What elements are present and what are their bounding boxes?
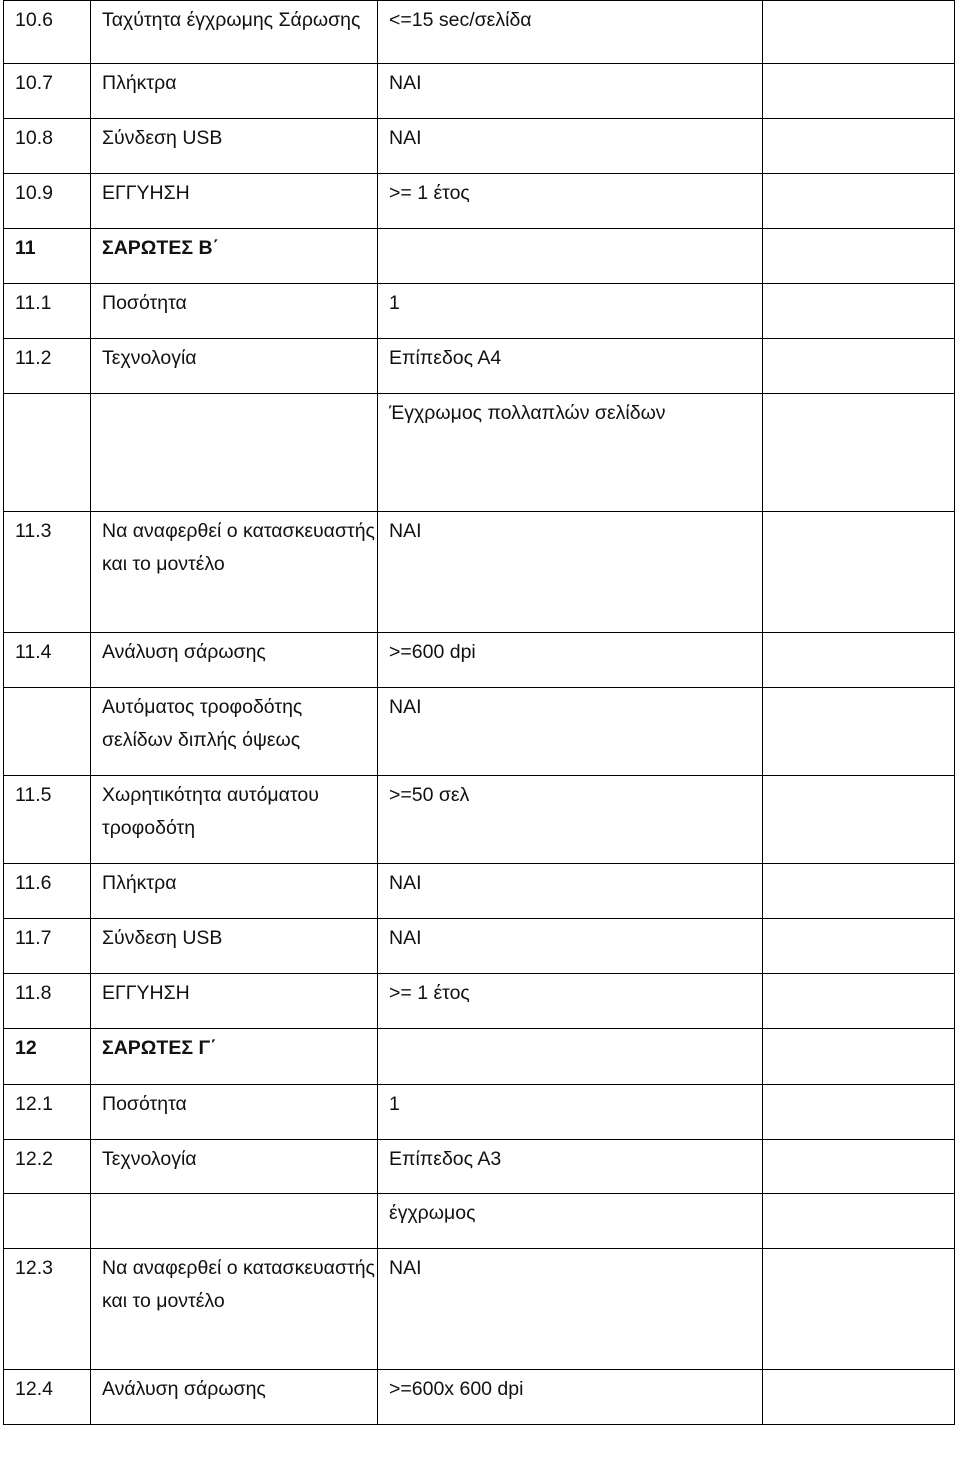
- item-number: 11.8: [4, 974, 91, 1029]
- item-response: [763, 394, 955, 512]
- section-number: 11: [4, 229, 91, 284]
- table-row: [4, 512, 955, 633]
- table-row: [4, 394, 955, 512]
- item-number: 10.6: [4, 1, 91, 64]
- item-description: Χωρητικότητα αυτόματου τροφοδότη: [91, 776, 378, 864]
- item-response: [763, 339, 955, 394]
- item-response: [763, 1249, 955, 1370]
- item-number: 11.6: [4, 864, 91, 919]
- specifications-table: [3, 0, 955, 1425]
- table-row: [4, 1140, 955, 1194]
- item-response: [763, 64, 955, 119]
- item-response: [763, 1370, 955, 1425]
- item-description: [91, 394, 378, 512]
- table-row: [4, 974, 955, 1029]
- table-row: [4, 1370, 955, 1425]
- table-row: [4, 64, 955, 119]
- table-row: [4, 1249, 955, 1370]
- item-requirement: ΝΑΙ: [378, 1249, 763, 1370]
- table-row: [4, 284, 955, 339]
- item-requirement: <=15 sec/σελίδα: [378, 1, 763, 64]
- item-description: Τεχνολογία: [91, 339, 378, 394]
- item-number: [4, 688, 91, 776]
- item-description: Να αναφερθεί ο κατασκευαστής και το μοντέλο: [91, 1249, 378, 1370]
- table-row: [4, 1194, 955, 1249]
- item-description: ΕΓΓΥΗΣΗ: [91, 974, 378, 1029]
- item-number: 12.2: [4, 1140, 91, 1194]
- item-description: Πλήκτρα: [91, 64, 378, 119]
- item-description: Πλήκτρα: [91, 864, 378, 919]
- item-number: 11.5: [4, 776, 91, 864]
- item-requirement: Έγχρωμος πολλαπλών σελίδων: [378, 394, 763, 512]
- item-requirement: έγχρωμος: [378, 1194, 763, 1249]
- specifications-table-body: [4, 1, 955, 1425]
- item-requirement: 1: [378, 284, 763, 339]
- item-requirement: >=50 σελ: [378, 776, 763, 864]
- item-number: 12.4: [4, 1370, 91, 1425]
- item-response: [763, 1194, 955, 1249]
- item-response: [763, 174, 955, 229]
- item-description: Ανάλυση σάρωσης: [91, 633, 378, 688]
- item-response: [763, 1, 955, 64]
- item-requirement: 1: [378, 1085, 763, 1140]
- section-title: ΣΑΡΩΤΕΣ Γ΄: [91, 1029, 378, 1085]
- item-response: [763, 284, 955, 339]
- item-requirement: Επίπεδος Α4: [378, 339, 763, 394]
- item-number: 12.1: [4, 1085, 91, 1140]
- item-description: Τεχνολογία: [91, 1140, 378, 1194]
- item-number: 11.1: [4, 284, 91, 339]
- item-number: 11.3: [4, 512, 91, 633]
- table-row: [4, 1, 955, 64]
- item-requirement: Επίπεδος Α3: [378, 1140, 763, 1194]
- item-response: [763, 688, 955, 776]
- item-description: Σύνδεση USB: [91, 919, 378, 974]
- item-number: 11.7: [4, 919, 91, 974]
- item-response: [763, 1140, 955, 1194]
- item-description: Να αναφερθεί ο κατασκευαστής και το μοντέλο: [91, 512, 378, 633]
- table-row: [4, 688, 955, 776]
- item-requirement: >= 1 έτος: [378, 174, 763, 229]
- section-title: ΣΑΡΩΤΕΣ Β΄: [91, 229, 378, 284]
- item-description: Ποσότητα: [91, 1085, 378, 1140]
- item-number: 12.3: [4, 1249, 91, 1370]
- item-response: [763, 512, 955, 633]
- item-description: Ταχύτητα έγχρωμης Σάρωσης: [91, 1, 378, 64]
- item-number: 11.2: [4, 339, 91, 394]
- item-requirement: ΝΑΙ: [378, 64, 763, 119]
- table-row: [4, 119, 955, 174]
- table-row: [4, 1085, 955, 1140]
- item-response: [763, 974, 955, 1029]
- item-requirement: [378, 1029, 763, 1085]
- table-row: [4, 919, 955, 974]
- item-requirement: ΝΑΙ: [378, 119, 763, 174]
- item-number: 11.4: [4, 633, 91, 688]
- item-description: ΕΓΓΥΗΣΗ: [91, 174, 378, 229]
- item-requirement: ΝΑΙ: [378, 512, 763, 633]
- item-description: Αυτόματος τροφοδότης σελίδων διπλής όψεως: [91, 688, 378, 776]
- table-row: [4, 633, 955, 688]
- item-description: [91, 1194, 378, 1249]
- table-row: [4, 339, 955, 394]
- item-response: [763, 1029, 955, 1085]
- item-description: Ανάλυση σάρωσης: [91, 1370, 378, 1425]
- section-number: 12: [4, 1029, 91, 1085]
- item-description: Ποσότητα: [91, 284, 378, 339]
- table-row: [4, 864, 955, 919]
- item-response: [763, 633, 955, 688]
- section-header-row: [4, 229, 955, 284]
- item-response: [763, 864, 955, 919]
- item-requirement: ΝΑΙ: [378, 688, 763, 776]
- item-number: 10.8: [4, 119, 91, 174]
- item-requirement: >=600x 600 dpi: [378, 1370, 763, 1425]
- item-description: Σύνδεση USB: [91, 119, 378, 174]
- item-response: [763, 1085, 955, 1140]
- item-requirement: [378, 229, 763, 284]
- section-header-row: [4, 1029, 955, 1085]
- item-response: [763, 119, 955, 174]
- item-requirement: >= 1 έτος: [378, 974, 763, 1029]
- item-response: [763, 776, 955, 864]
- item-number: 10.7: [4, 64, 91, 119]
- item-requirement: ΝΑΙ: [378, 864, 763, 919]
- table-row: [4, 174, 955, 229]
- item-number: [4, 1194, 91, 1249]
- table-row: [4, 776, 955, 864]
- item-number: [4, 394, 91, 512]
- item-number: 10.9: [4, 174, 91, 229]
- item-response: [763, 229, 955, 284]
- item-requirement: ΝΑΙ: [378, 919, 763, 974]
- item-response: [763, 919, 955, 974]
- item-requirement: >=600 dpi: [378, 633, 763, 688]
